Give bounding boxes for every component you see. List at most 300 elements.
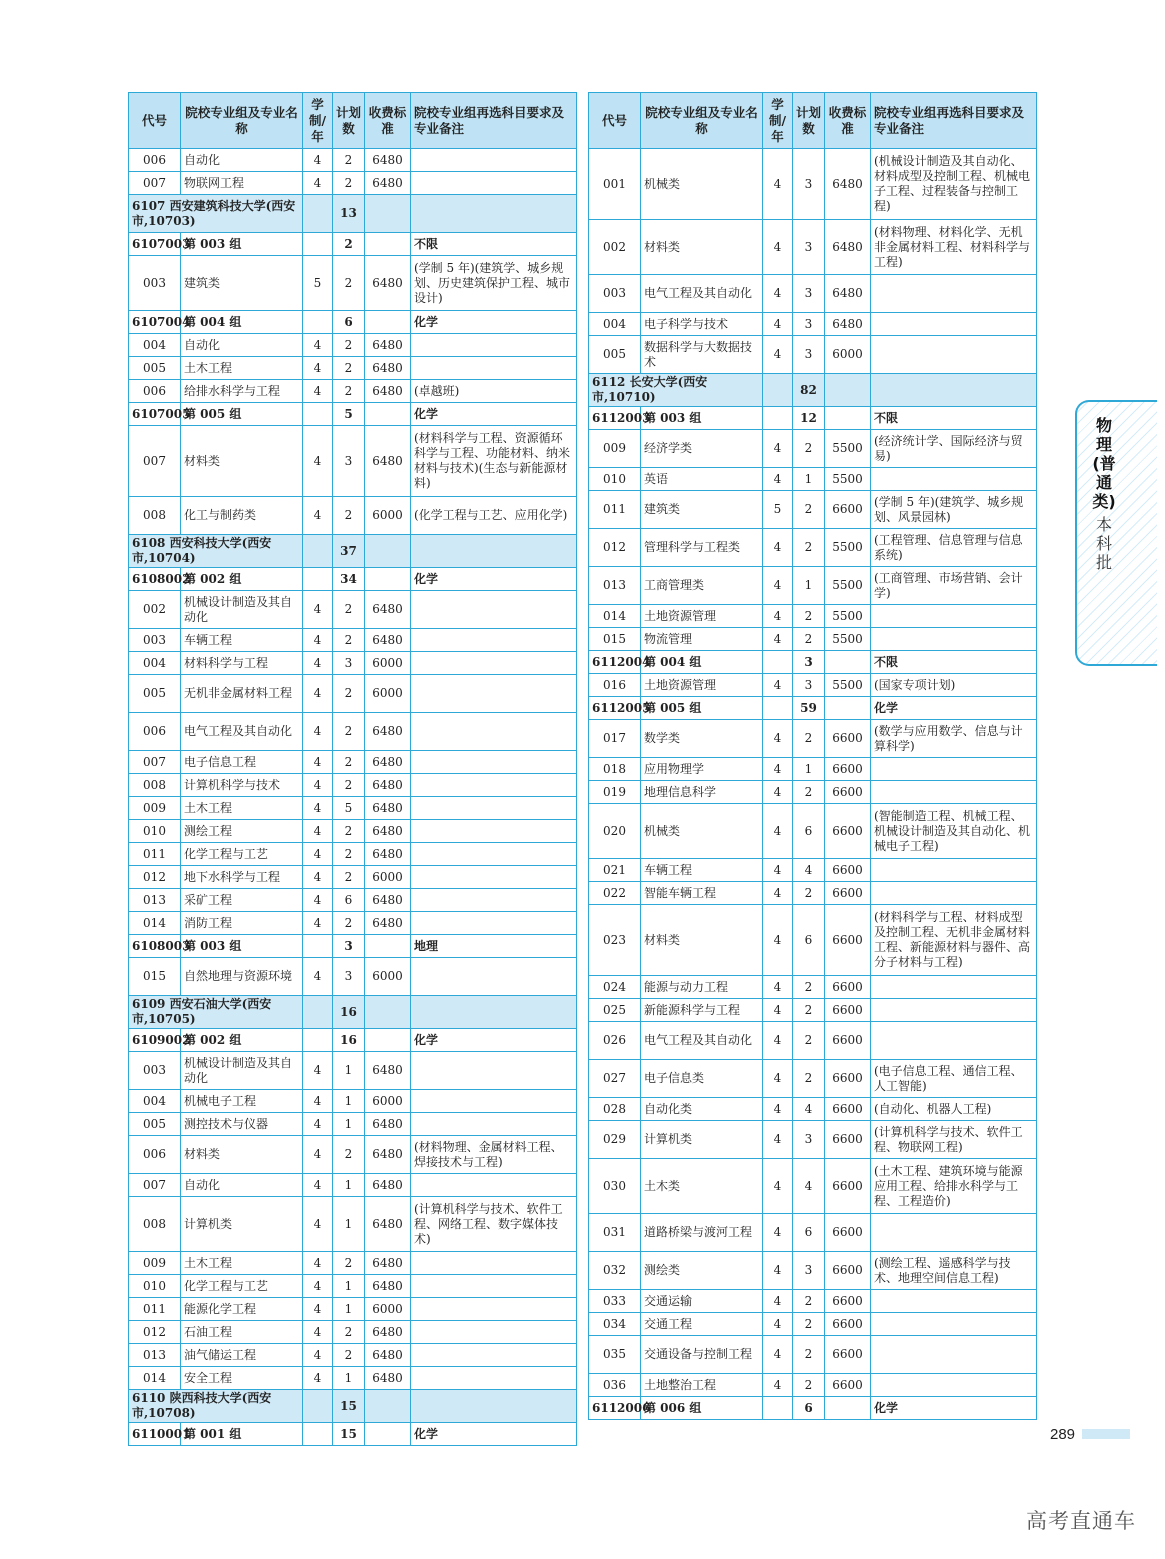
empty-cell [365, 1029, 411, 1052]
plan-count: 3 [793, 336, 825, 374]
major-code: 017 [589, 720, 641, 758]
major-row [589, 336, 1037, 374]
major-code: 009 [589, 430, 641, 468]
years: 4 [303, 713, 333, 751]
major-name: 道路桥梁与渡河工程 [641, 1214, 763, 1252]
major-name: 土地整治工程 [641, 1374, 763, 1397]
fee: 6600 [825, 1159, 871, 1214]
major-code: 013 [129, 1344, 181, 1367]
empty-cell [825, 651, 871, 674]
major-row [129, 1052, 577, 1090]
remark: (计算机科学与技术、软件工程、物联网工程) [871, 1121, 1037, 1159]
years: 4 [303, 497, 333, 535]
years: 4 [763, 1022, 793, 1060]
major-row [129, 675, 577, 713]
years: 4 [303, 843, 333, 866]
major-row [589, 1098, 1037, 1121]
plan-count: 1 [333, 1090, 365, 1113]
years: 4 [763, 674, 793, 697]
major-name: 电子科学与技术 [641, 313, 763, 336]
major-row [589, 1214, 1037, 1252]
major-row [129, 1321, 577, 1344]
group-code: 6112003 [589, 407, 641, 430]
major-row [129, 591, 577, 629]
group-row [129, 403, 577, 426]
remark [411, 912, 577, 935]
major-name: 化学工程与工艺 [181, 843, 303, 866]
plan-count: 1 [333, 1275, 365, 1298]
group-row [129, 1029, 577, 1052]
major-row [589, 1121, 1037, 1159]
group-row [129, 311, 577, 334]
major-code: 001 [589, 149, 641, 220]
remark: (材料科学与工程、材料成型及控制工程、无机非金属材料工程、新能源材料与器件、高分子材料与工程) [871, 905, 1037, 976]
plan-count: 2 [793, 491, 825, 529]
major-name: 土地资源管理 [641, 674, 763, 697]
major-code: 031 [589, 1214, 641, 1252]
remark [411, 1090, 577, 1113]
remark [411, 1275, 577, 1298]
major-row [129, 958, 577, 996]
years: 4 [763, 1121, 793, 1159]
plan-count: 2 [333, 912, 365, 935]
remark [871, 859, 1037, 882]
years: 4 [303, 426, 333, 497]
major-code: 010 [129, 820, 181, 843]
years: 5 [303, 256, 333, 311]
major-code: 014 [129, 912, 181, 935]
remark: (数学与应用数学、信息与计算科学) [871, 720, 1037, 758]
group-name: 第 005 组 [181, 403, 303, 426]
major-row [129, 889, 577, 912]
fee: 5500 [825, 605, 871, 628]
remark: (智能制造工程、机械工程、机械设计制造及其自动化、机械电子工程) [871, 804, 1037, 859]
fee: 6600 [825, 1060, 871, 1098]
fee: 6480 [365, 713, 411, 751]
header-plan: 计划数 [333, 93, 365, 149]
group-code: 6107005 [129, 403, 181, 426]
major-name: 材料类 [181, 426, 303, 497]
major-code: 014 [129, 1367, 181, 1390]
major-code: 003 [129, 629, 181, 652]
header-fee: 收费标准 [365, 93, 411, 149]
remark [871, 882, 1037, 905]
years: 4 [763, 529, 793, 567]
group-name: 第 004 组 [181, 311, 303, 334]
major-code: 003 [129, 1052, 181, 1090]
fee: 5500 [825, 567, 871, 605]
major-code: 006 [129, 1136, 181, 1174]
years: 4 [303, 797, 333, 820]
major-row [129, 380, 577, 403]
plan-count: 4 [793, 859, 825, 882]
fee: 6480 [825, 220, 871, 275]
plan-count: 2 [793, 976, 825, 999]
plan-count: 3 [793, 1121, 825, 1159]
remark [411, 1174, 577, 1197]
major-row [589, 804, 1037, 859]
years: 4 [303, 1298, 333, 1321]
plan-count: 1 [793, 567, 825, 605]
plan-count: 4 [793, 1098, 825, 1121]
right-table-body [589, 149, 1037, 1420]
fee: 6600 [825, 1374, 871, 1397]
group-name: 第 003 组 [181, 233, 303, 256]
years: 4 [303, 1113, 333, 1136]
major-row [589, 720, 1037, 758]
header-code: 代号 [129, 93, 181, 149]
plan-count: 16 [333, 996, 365, 1029]
major-row [589, 468, 1037, 491]
fee: 6480 [365, 820, 411, 843]
group-code: 6112005 [589, 697, 641, 720]
group-name: 第 006 组 [641, 1397, 763, 1420]
major-name: 给排水科学与工程 [181, 380, 303, 403]
years: 4 [763, 1252, 793, 1290]
fee: 6600 [825, 758, 871, 781]
major-name: 管理科学与工程类 [641, 529, 763, 567]
empty-cell [303, 403, 333, 426]
major-name: 材料类 [641, 220, 763, 275]
plan-count: 3 [793, 651, 825, 674]
fee: 6600 [825, 905, 871, 976]
fee: 6480 [825, 149, 871, 220]
remark [411, 357, 577, 380]
major-name: 数学类 [641, 720, 763, 758]
major-row [129, 1298, 577, 1321]
remark [411, 774, 577, 797]
major-code: 033 [589, 1290, 641, 1313]
plan-count: 2 [333, 843, 365, 866]
empty-cell [303, 233, 333, 256]
plan-count: 2 [333, 675, 365, 713]
subject-requirement: 不限 [871, 651, 1037, 674]
empty-cell [303, 1390, 333, 1423]
group-name: 第 004 组 [641, 651, 763, 674]
remark: (材料物理、金属材料工程、焊接技术与工程) [411, 1136, 577, 1174]
header-name: 院校专业组及专业名称 [181, 93, 303, 149]
page-number-bar [1082, 1429, 1130, 1439]
group-row [589, 651, 1037, 674]
plan-count: 3 [333, 958, 365, 996]
major-name: 无机非金属材料工程 [181, 675, 303, 713]
subject-requirement: 不限 [411, 233, 577, 256]
empty-cell [303, 996, 333, 1029]
empty-cell [303, 568, 333, 591]
major-name: 土地资源管理 [641, 605, 763, 628]
major-code: 016 [589, 674, 641, 697]
major-row [129, 334, 577, 357]
fee: 6600 [825, 1022, 871, 1060]
plan-count: 2 [333, 149, 365, 172]
remark [411, 1321, 577, 1344]
plan-count: 2 [333, 866, 365, 889]
school-row [129, 1390, 577, 1423]
major-row [589, 567, 1037, 605]
fee: 6480 [365, 1275, 411, 1298]
major-name: 电子信息工程 [181, 751, 303, 774]
major-name: 地下水科学与工程 [181, 866, 303, 889]
fee: 6000 [825, 336, 871, 374]
remark: (土木工程、建筑环境与能源应用工程、给排水科学与工程、工程造价) [871, 1159, 1037, 1214]
plan-count: 1 [333, 1052, 365, 1090]
major-code: 005 [589, 336, 641, 374]
major-row [589, 1313, 1037, 1336]
major-code: 018 [589, 758, 641, 781]
plan-count: 2 [793, 781, 825, 804]
major-row [589, 275, 1037, 313]
years: 4 [763, 859, 793, 882]
plan-count: 2 [333, 629, 365, 652]
remark [411, 1298, 577, 1321]
major-row [129, 426, 577, 497]
plan-count: 2 [333, 380, 365, 403]
years: 4 [763, 1214, 793, 1252]
major-code: 002 [589, 220, 641, 275]
page-number: 289 [1050, 1426, 1076, 1443]
fee: 6000 [365, 652, 411, 675]
major-row [129, 820, 577, 843]
subject-requirement: 不限 [871, 407, 1037, 430]
fee: 6600 [825, 1214, 871, 1252]
years: 4 [763, 336, 793, 374]
plan-count: 2 [793, 1022, 825, 1060]
years: 4 [763, 882, 793, 905]
major-name: 应用物理学 [641, 758, 763, 781]
fee: 6480 [365, 357, 411, 380]
plan-count: 2 [333, 591, 365, 629]
fee: 6480 [365, 751, 411, 774]
subject-requirement: 化学 [411, 1423, 577, 1446]
fee: 5500 [825, 468, 871, 491]
group-name: 第 002 组 [181, 568, 303, 591]
remark [411, 958, 577, 996]
plan-count: 2 [793, 430, 825, 468]
major-row [129, 1113, 577, 1136]
plan-count: 3 [333, 652, 365, 675]
group-code: 6110001 [129, 1423, 181, 1446]
remark: (材料科学与工程、资源循环科学与工程、功能材料、纳米材料与技术)(生态与新能源材料) [411, 426, 577, 497]
major-name: 机械类 [641, 149, 763, 220]
plan-count: 59 [793, 697, 825, 720]
major-name: 电子信息类 [641, 1060, 763, 1098]
remark [411, 889, 577, 912]
major-row [129, 1090, 577, 1113]
major-code: 029 [589, 1121, 641, 1159]
major-row [129, 497, 577, 535]
major-name: 交通运输 [641, 1290, 763, 1313]
fee: 6480 [365, 1174, 411, 1197]
fee: 6480 [365, 629, 411, 652]
major-row [589, 859, 1037, 882]
remark: (学制 5 年)(建筑学、城乡规划、历史建筑保护工程、城市设计) [411, 256, 577, 311]
school-row [589, 374, 1037, 407]
remark: (测绘工程、遥感科学与技术、地理空间信息工程) [871, 1252, 1037, 1290]
major-row [129, 1252, 577, 1275]
plan-count: 82 [793, 374, 825, 407]
plan-count: 3 [793, 220, 825, 275]
fee: 5500 [825, 674, 871, 697]
major-code: 030 [589, 1159, 641, 1214]
empty-cell [365, 311, 411, 334]
plan-count: 6 [793, 905, 825, 976]
tab-category-label: 物理(普通类) [1092, 416, 1116, 511]
major-code: 009 [129, 797, 181, 820]
major-code: 032 [589, 1252, 641, 1290]
major-row [589, 781, 1037, 804]
major-row [129, 1367, 577, 1390]
years: 4 [303, 820, 333, 843]
fee: 6600 [825, 720, 871, 758]
years: 4 [303, 357, 333, 380]
fee: 5500 [825, 529, 871, 567]
plan-count: 15 [333, 1423, 365, 1446]
remark [411, 713, 577, 751]
years: 4 [303, 172, 333, 195]
fee: 5500 [825, 430, 871, 468]
years: 4 [303, 675, 333, 713]
plan-count: 2 [333, 357, 365, 380]
years: 4 [763, 628, 793, 651]
remark: (工商管理、市场营销、会计学) [871, 567, 1037, 605]
remark [411, 1052, 577, 1090]
plan-count: 1 [333, 1298, 365, 1321]
fee: 6600 [825, 491, 871, 529]
group-code: 6112004 [589, 651, 641, 674]
group-row [589, 1397, 1037, 1420]
plan-count: 2 [793, 1374, 825, 1397]
major-code: 004 [129, 334, 181, 357]
fee: 6480 [365, 149, 411, 172]
subject-requirement: 化学 [871, 697, 1037, 720]
major-code: 009 [129, 1252, 181, 1275]
major-code: 007 [129, 1174, 181, 1197]
fee: 6000 [365, 675, 411, 713]
plan-count: 2 [333, 256, 365, 311]
header-years: 学制/年 [763, 93, 793, 149]
plan-count: 1 [333, 1197, 365, 1252]
major-name: 经济学类 [641, 430, 763, 468]
major-code: 023 [589, 905, 641, 976]
plan-count: 13 [333, 195, 365, 233]
empty-cell [825, 697, 871, 720]
fee: 6600 [825, 781, 871, 804]
plan-count: 2 [333, 713, 365, 751]
major-code: 011 [129, 843, 181, 866]
left-table-body [129, 149, 577, 1446]
remark [871, 1290, 1037, 1313]
years: 4 [763, 430, 793, 468]
major-code: 004 [129, 1090, 181, 1113]
remark: (机械设计制造及其自动化、材料成型及控制工程、机械电子工程、过程装备与控制工程) [871, 149, 1037, 220]
major-name: 能源化学工程 [181, 1298, 303, 1321]
remark [871, 781, 1037, 804]
major-name: 交通工程 [641, 1313, 763, 1336]
major-name: 地理信息科学 [641, 781, 763, 804]
school-name: 6107 西安建筑科技大学(西安市,10703) [129, 195, 303, 233]
years: 4 [303, 1052, 333, 1090]
major-name: 机械电子工程 [181, 1090, 303, 1113]
major-row [589, 1060, 1037, 1098]
group-row [129, 233, 577, 256]
years: 4 [303, 149, 333, 172]
major-name: 车辆工程 [181, 629, 303, 652]
school-row [129, 195, 577, 233]
plan-count: 2 [333, 1136, 365, 1174]
years: 4 [303, 1344, 333, 1367]
plan-count: 2 [793, 720, 825, 758]
plan-count: 2 [333, 1321, 365, 1344]
remark [871, 628, 1037, 651]
plan-count: 5 [333, 797, 365, 820]
remark [411, 629, 577, 652]
major-code: 026 [589, 1022, 641, 1060]
fee: 6480 [365, 843, 411, 866]
fee: 6480 [365, 172, 411, 195]
group-row [129, 568, 577, 591]
major-name: 测绘工程 [181, 820, 303, 843]
years: 4 [303, 1252, 333, 1275]
years: 4 [763, 1290, 793, 1313]
major-row [129, 256, 577, 311]
empty-cell [365, 935, 411, 958]
group-name: 第 003 组 [181, 935, 303, 958]
remark: (经济统计学、国际经济与贸易) [871, 430, 1037, 468]
header-code: 代号 [589, 93, 641, 149]
major-row [589, 605, 1037, 628]
plan-count: 6 [333, 311, 365, 334]
plan-count: 1 [793, 468, 825, 491]
major-row [589, 976, 1037, 999]
subject-requirement: 化学 [871, 1397, 1037, 1420]
right-admission-table [588, 92, 1037, 1420]
years: 4 [303, 380, 333, 403]
remark: (计算机科学与技术、软件工程、网络工程、数字媒体技术) [411, 1197, 577, 1252]
major-code: 028 [589, 1098, 641, 1121]
major-name: 化学工程与工艺 [181, 1275, 303, 1298]
major-code: 012 [129, 866, 181, 889]
remark: (国家专项计划) [871, 674, 1037, 697]
empty-cell [303, 195, 333, 233]
major-name: 材料类 [641, 905, 763, 976]
remark: (自动化、机器人工程) [871, 1098, 1037, 1121]
plan-count: 2 [793, 1290, 825, 1313]
empty-cell [825, 407, 871, 430]
major-name: 电气工程及其自动化 [641, 275, 763, 313]
years: 4 [303, 866, 333, 889]
empty-cell [411, 1390, 577, 1423]
major-name: 物联网工程 [181, 172, 303, 195]
fee: 6480 [365, 1252, 411, 1275]
remark [411, 1252, 577, 1275]
fee: 6480 [365, 380, 411, 403]
years: 4 [763, 1098, 793, 1121]
years: 4 [763, 605, 793, 628]
years: 4 [763, 905, 793, 976]
major-name: 物流管理 [641, 628, 763, 651]
plan-count: 6 [793, 1214, 825, 1252]
major-name: 计算机类 [181, 1197, 303, 1252]
empty-cell [763, 651, 793, 674]
remark [871, 1374, 1037, 1397]
empty-cell [763, 697, 793, 720]
plan-count: 1 [333, 1174, 365, 1197]
remark [411, 652, 577, 675]
group-code: 6109002 [129, 1029, 181, 1052]
major-row [129, 1275, 577, 1298]
years: 5 [763, 491, 793, 529]
years: 4 [303, 774, 333, 797]
